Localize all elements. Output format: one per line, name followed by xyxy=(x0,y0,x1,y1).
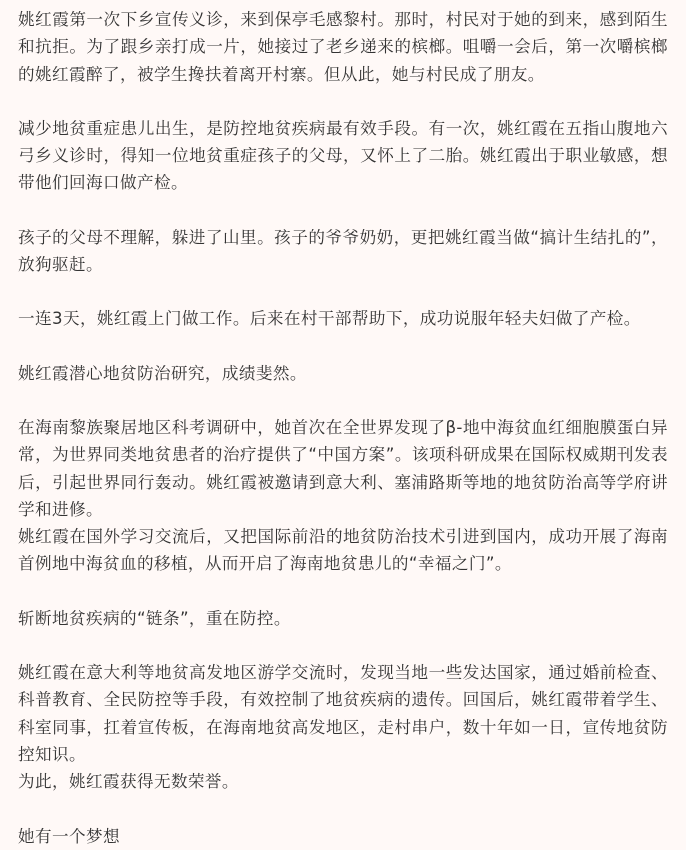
paragraph-line: 斩断地贫疾病的“链条”，重在防控。 xyxy=(18,608,291,628)
paragraph-line: 姚红霞潜心地贫防治研究，成绩斐然。 xyxy=(18,363,307,383)
paragraph-line: 在海南黎族聚居地区科考调研中，她首次在全世界发现了β-地中海贫血红细胞膜蛋白异常，为世界同类地贫患者的治疗提供了“中国方案”。该项科研成果在国际权威期刊发表后，引起世界同行轰动。姚红霞被邀请到意大利、塞浦路斯等地的地贫防治高等学府讲学和进修。 xyxy=(18,417,668,519)
paragraph-chain xyxy=(18,605,668,632)
paragraph-prevention xyxy=(18,115,668,197)
paragraph-three-days xyxy=(18,305,668,332)
paragraph-line: 她有一个梦想 xyxy=(18,826,120,846)
paragraph-line: 姚红霞在国外学习交流后，又把国际前沿的地贫防治技术引进到国内，成功开展了海南首例地中海贫血的移植，从而开启了海南地贫患儿的“幸福之门”。 xyxy=(18,527,668,574)
paragraph-discovery xyxy=(18,414,668,578)
paragraph-line: 孩子的父母不理解，躲进了山里。孩子的爷爷奶奶，更把姚红霞当做“搞计生结扎的”，放狗驱赶。 xyxy=(18,227,668,275)
paragraph-research xyxy=(18,360,668,387)
paragraph-campaign xyxy=(18,659,668,795)
paragraph-line: 减少地贫重症患儿出生，是防控地贫疾病最有效手段。有一次，姚红霞在五指山腹地六弓乡义诊时，得知一位地贫重症孩子的父母，又怀上了二胎。姚红霞出于职业敏感，想带他们回海口做产检。 xyxy=(18,118,668,193)
paragraph-line: 姚红霞在意大利等地贫高发地区游学交流时，发现当地一些发达国家，通过婚前检查、科普教育、全民防控等手段，有效控制了地贫疾病的遗传。回国后，姚红霞带着学生、科室同事，扛着宣传板，在海南地贫高发地区，走村串户，数十年如一日，宣传地贫防控知识。 xyxy=(18,663,668,764)
paragraph-line: 姚红霞第一次下乡宣传义诊，来到保亭毛感黎村。那时，村民对于她的到来，感到陌生和抗拒。为了跟乡亲打成一片，她接过了老乡递来的槟榔。咀嚼一会后，第一次嚼槟榔的姚红霞醉了，被学生搀扶着离开村寨。但从此，她与村民成了朋友。 xyxy=(18,10,668,84)
paragraph-line: 一连3天，姚红霞上门做工作。后来在村干部帮助下，成功说服年轻夫妇做了产检。 xyxy=(18,309,641,329)
paragraph-line: 为此，姚红霞获得无数荣誉。 xyxy=(18,772,239,792)
section-heading-dream xyxy=(18,823,668,850)
paragraph-first-visit xyxy=(18,6,668,88)
paragraph-parents-hide xyxy=(18,224,668,279)
